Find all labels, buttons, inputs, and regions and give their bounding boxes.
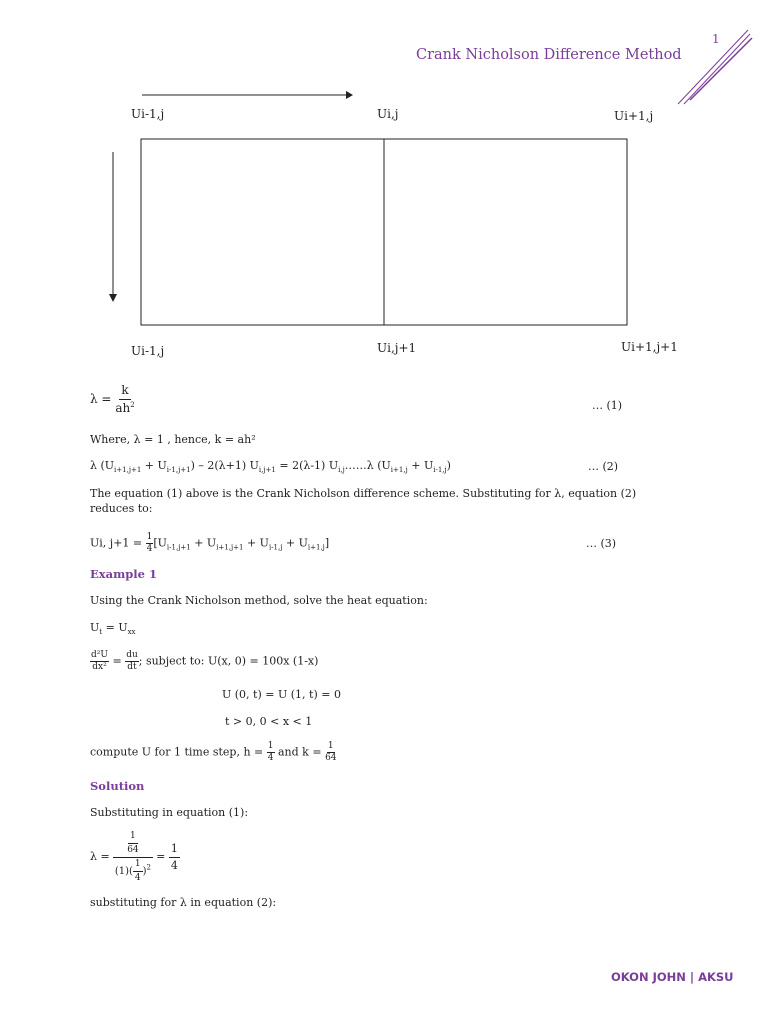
substituting-line-2: substituting for λ in equation (2): — [90, 896, 277, 909]
where-line: Where, λ = 1 , hence, k = ah² — [90, 433, 256, 446]
example-intro: Using the Crank Nicholson method, solve the heat equation: — [90, 594, 428, 607]
lambda-result-fraction: $\frac{1}{4}$ — [170, 841, 178, 872]
equation-2: λ $(U_{i+1,j+1} + U_{i-1,j+1}) - 2(\lambda+1) U_{i,j+1} = 2(\lambda-1)$ $U_{i,j}\dots\dots\lambda$ $(U_{i+1,j} + U_{i-1,j})$ — [90, 459, 451, 475]
grid-label-top-mid: Ui,j — [377, 107, 399, 121]
grid-label-bottom-left: Ui-1,j — [131, 344, 165, 358]
right-arrow-head — [346, 91, 353, 99]
lambda-top-fraction: $\frac{1}{64}$ — [127, 831, 139, 855]
equation-1 — [90, 384, 135, 415]
heat-equation: $U_t = U_{xx}$ — [90, 621, 136, 637]
example-heading: Example 1 — [90, 567, 157, 581]
grid-diagram — [109, 91, 627, 325]
k-fraction: $\frac{1}{64}$ — [325, 741, 337, 763]
grid-label-bottom-mid: Ui,j+1 — [377, 341, 417, 355]
eq1-denominator: $ah^2$ — [115, 401, 135, 416]
eq1-fraction — [115, 384, 134, 415]
substituting-line: Substituting in equation (1): — [90, 806, 249, 819]
eq1-tag: … (1) — [592, 399, 623, 412]
grid-label-top-right: Ui+1,j — [614, 109, 654, 123]
page-number: 1 — [712, 32, 720, 46]
lambda-main-fraction: $\frac{1}{64}$ (1)( $\frac{1}{4}$ )$^2$ — [114, 831, 151, 883]
boundary-conditions: U (0, t) = U (1, t) = 0 — [222, 688, 341, 701]
pde-rhs-fraction: $\frac{du}{dt}$ — [126, 650, 138, 672]
grid-right-cell — [384, 139, 627, 325]
equation-3: Ui, j+1 = $\frac{1}{4}$ $[U_{i-1,j+1} + U_{i+1,j+1} + U_{i-1,j} + U_{i+1,j}]$ — [90, 532, 330, 554]
grid-label-top-left: Ui-1,j — [131, 107, 165, 121]
compute-line: compute U for 1 time step, h = $\frac{1}{4}$ and k = $\frac{1}{64}$ — [90, 741, 337, 763]
header-title: Crank Nicholson Difference Method — [416, 47, 682, 63]
h-fraction: $\frac{1}{4}$ — [267, 741, 274, 763]
eq3-quarter-fraction: $\frac{1}{4}$ — [146, 532, 153, 554]
grid-left-cell — [141, 139, 384, 325]
eq2-tag: … (2) — [588, 460, 619, 473]
lambda-calculation: λ = $\frac{1}{64}$ (1)( $\frac{1}{4}$ )$^2$ = $\frac{1}{4}$ — [90, 831, 178, 883]
solution-heading: Solution — [90, 779, 145, 793]
footer-author: OKON JOHN | AKSU — [611, 970, 734, 984]
down-arrow-head — [109, 294, 117, 302]
pde-lhs-fraction: $\frac{\text{d²U}}{\text{dx²}}$ — [91, 650, 108, 672]
eq1-lhs: λ = — [90, 392, 112, 407]
domain-conditions: t > 0, 0 < x < 1 — [225, 715, 313, 728]
pde-equation: $\frac{\text{d²U}}{\text{dx²}}$ = $\frac{du}{dt}$ ; subject to: U(x, 0) = 100x (1-x) — [91, 650, 319, 672]
grid-label-bottom-right: Ui+1,j+1 — [621, 340, 678, 354]
eq3-tag: … (3) — [586, 537, 617, 550]
lambda-bottom-fraction: $\frac{1}{4}$ — [134, 859, 141, 883]
paragraph-crank-scheme: The equation (1) above is the Crank Nicholson difference scheme. Substituting for λ, equation (2) reduces to: — [90, 487, 637, 515]
eq1-numerator: k — [119, 384, 130, 400]
